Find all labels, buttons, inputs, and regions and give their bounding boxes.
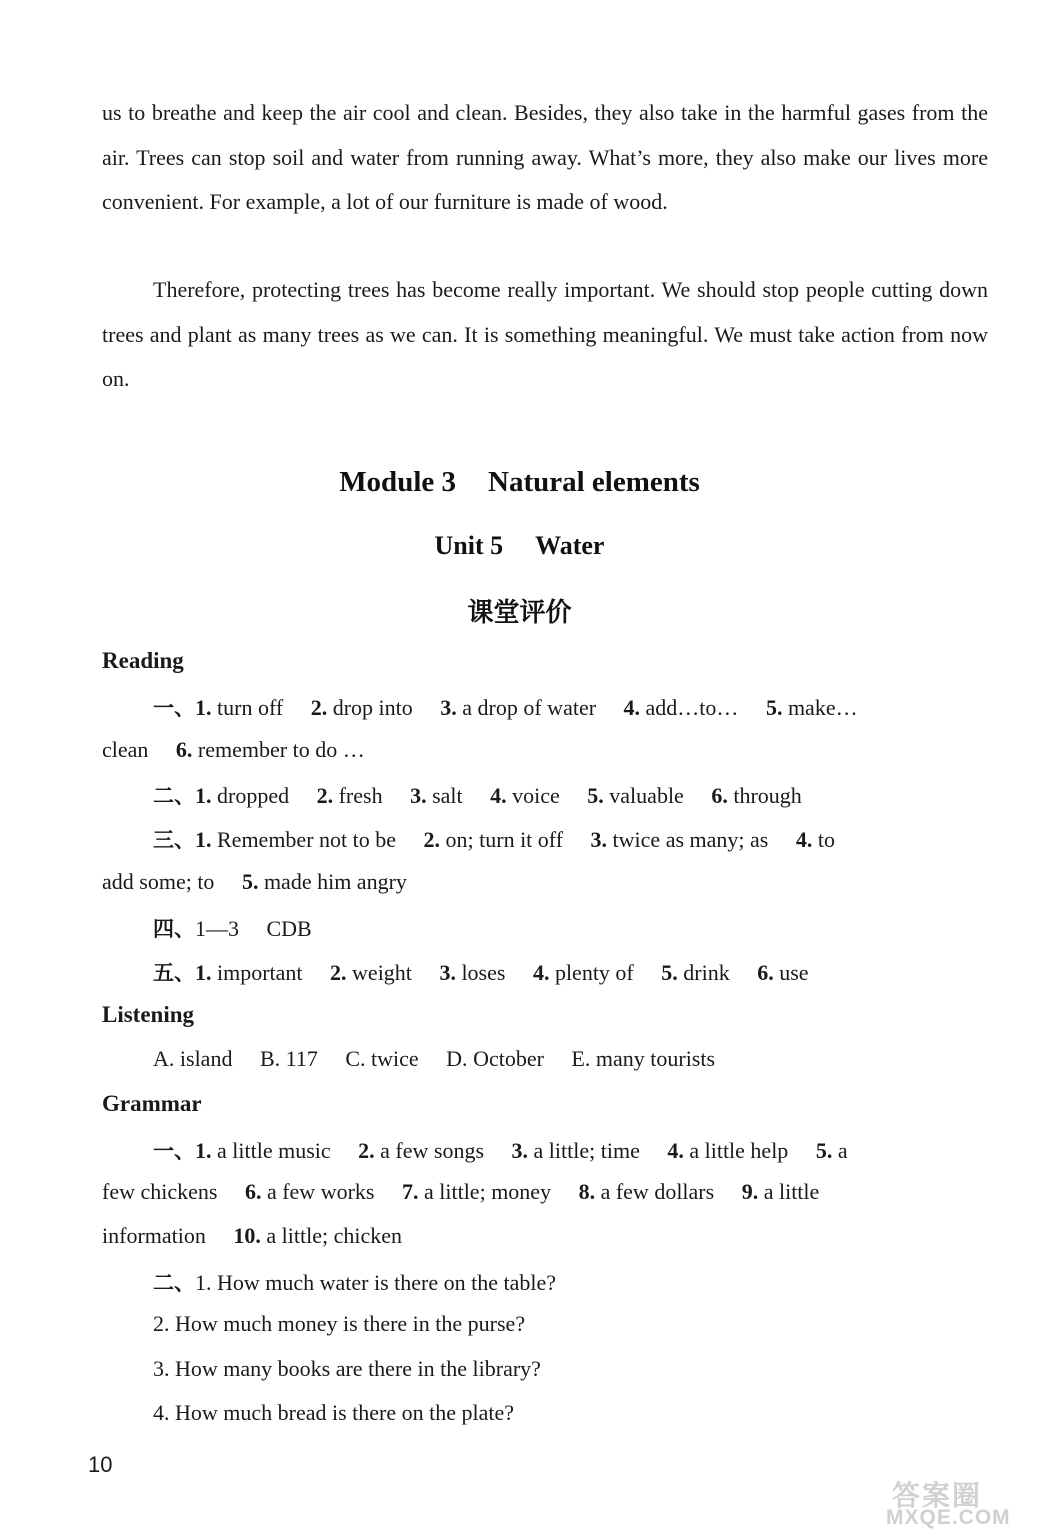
grammar-section-1-line-1: 一、1. a little music 2. a few songs 3. a little; time 4. a little help 5. a xyxy=(153,1138,848,1163)
answer-item: a few dollars xyxy=(600,1179,715,1204)
reading-section-3: 三、1. Remember not to be 2. on; turn it off 3. twice as many; as 4. to xyxy=(153,827,835,852)
answer-item: a drop of water xyxy=(462,695,597,720)
page-number: 10 xyxy=(88,1452,113,1477)
module-title: Natural elements xyxy=(488,466,700,498)
intro-paragraph-1: us to breathe and keep the air cool and clean. Besides, they also take in the harmful gases from the air. Trees can stop soil and water from running away. What’s more, they also make our lives more convenient. For example, a lot of our furniture is made of wood. xyxy=(102,100,988,214)
section-marker: 五、 xyxy=(153,961,195,985)
section-marker: 一、 xyxy=(153,696,195,720)
answer-item: through xyxy=(733,783,802,808)
grammar-section-2-q1: 二、1. How much water is there on the table? xyxy=(153,1270,557,1295)
class-evaluation-heading: 课堂评价 xyxy=(467,598,572,628)
unit-label: Unit 5 xyxy=(434,531,504,560)
answer-item: add some; to xyxy=(102,869,215,894)
grammar-section-1-line-2: few chickens 6. a few works 7. a little; money 8. a few dollars 9. a little xyxy=(102,1179,820,1204)
unit-heading xyxy=(0,531,1039,561)
watermark-cn: 答案圈 xyxy=(892,1479,983,1512)
grammar-section-1-line-3: information 10. a little; chicken xyxy=(102,1223,402,1248)
answer-item: 117 xyxy=(285,1046,318,1071)
unit-title: Water xyxy=(535,531,605,560)
answer-item: island xyxy=(179,1046,233,1071)
answer-item: a little help xyxy=(689,1138,789,1163)
answer-item: a little; time xyxy=(533,1138,640,1163)
answer-item: made him angry xyxy=(263,869,407,894)
answer-item: a few works xyxy=(266,1179,375,1204)
answer-item: on; turn it off xyxy=(445,827,564,852)
answer-item: weight xyxy=(352,960,412,985)
answer-item: few chickens xyxy=(102,1179,218,1204)
answer-item: drink xyxy=(683,960,730,985)
reading-section-3-cont: add some; to 5. made him angry xyxy=(102,869,407,894)
section-marker: 二、 xyxy=(153,784,195,808)
watermark-logo xyxy=(884,1474,1032,1530)
answer-item: to xyxy=(817,827,835,852)
answer-item: loses xyxy=(461,960,506,985)
grammar-section-2-q3: 3. How many books are there in the library? xyxy=(153,1356,541,1381)
grammar-heading: Grammar xyxy=(102,1091,202,1116)
answer-item: make… xyxy=(787,695,858,720)
answer-item: How many books are there in the library? xyxy=(175,1356,541,1381)
answer-item: fresh xyxy=(338,783,383,808)
answer-item: use xyxy=(779,960,809,985)
answer-item: valuable xyxy=(609,783,684,808)
answer-item: information xyxy=(102,1223,206,1248)
intro-paragraph-2: Therefore, protecting trees has become really important. We should stop people cutting down trees and plant as many trees as we can. It is something meaningful. We must take action from now on. xyxy=(102,277,988,391)
answer-item: plenty of xyxy=(554,960,634,985)
answer-item: voice xyxy=(512,783,560,808)
module-label: Module 3 xyxy=(339,466,456,498)
answer-item: How much bread is there on the plate? xyxy=(175,1400,515,1425)
answer-item: a xyxy=(837,1138,848,1163)
answer-item: salt xyxy=(432,783,463,808)
section-marker: 一、 xyxy=(153,1139,195,1163)
answer-item: drop into xyxy=(332,695,413,720)
answer-item: remember to do … xyxy=(197,737,365,762)
reading-section-1: 一、1. turn off 2. drop into 3. a drop of water 4. add…to… 5. make… xyxy=(153,695,858,720)
grammar-section-2-q2: 2. How much money is there in the purse? xyxy=(153,1311,526,1336)
section-marker: 四、 xyxy=(153,917,195,941)
question-range: 1—3 xyxy=(195,916,239,941)
answer-item: How much money is there in the purse? xyxy=(175,1311,526,1336)
reading-section-1-cont: clean 6. remember to do … xyxy=(102,737,365,762)
watermark-en: MXQE.COM xyxy=(886,1506,1011,1529)
answer-item: add…to… xyxy=(645,695,739,720)
answer-item: How much water is there on the table? xyxy=(217,1270,557,1295)
reading-section-2: 二、1. dropped 2. fresh 3. salt 4. voice 5. valuable 6. through xyxy=(153,783,802,808)
module-heading xyxy=(0,466,1039,499)
answer-item: a few songs xyxy=(380,1138,485,1163)
grammar-section-2-q4: 4. How much bread is there on the plate? xyxy=(153,1400,515,1425)
section-marker: 三、 xyxy=(153,828,195,852)
listening-answers: A. island B. 117 C. twice D. October E. many tourists xyxy=(153,1046,716,1071)
section-marker: 二、 xyxy=(153,1271,195,1295)
answer-item: dropped xyxy=(217,783,290,808)
answer-item: important xyxy=(217,960,303,985)
answer-item: a little music xyxy=(217,1138,331,1163)
reading-heading: Reading xyxy=(102,648,184,673)
answer-item: Remember not to be xyxy=(217,827,397,852)
reading-section-5: 五、1. important 2. weight 3. loses 4. plenty of 5. drink 6. use xyxy=(153,960,809,985)
reading-section-4 xyxy=(153,913,1039,943)
answer-item: turn off xyxy=(217,695,284,720)
answer-item: clean xyxy=(102,737,149,762)
answer-item: twice xyxy=(371,1046,419,1071)
answer-item: a little; chicken xyxy=(266,1223,402,1248)
answer-item: a little; money xyxy=(423,1179,552,1204)
answer-item: CDB xyxy=(266,916,312,941)
answer-item: October xyxy=(473,1046,544,1071)
listening-heading: Listening xyxy=(102,1002,195,1027)
answer-item: twice as many; as xyxy=(612,827,769,852)
answer-item: a little xyxy=(763,1179,820,1204)
answer-item: many tourists xyxy=(595,1046,716,1071)
